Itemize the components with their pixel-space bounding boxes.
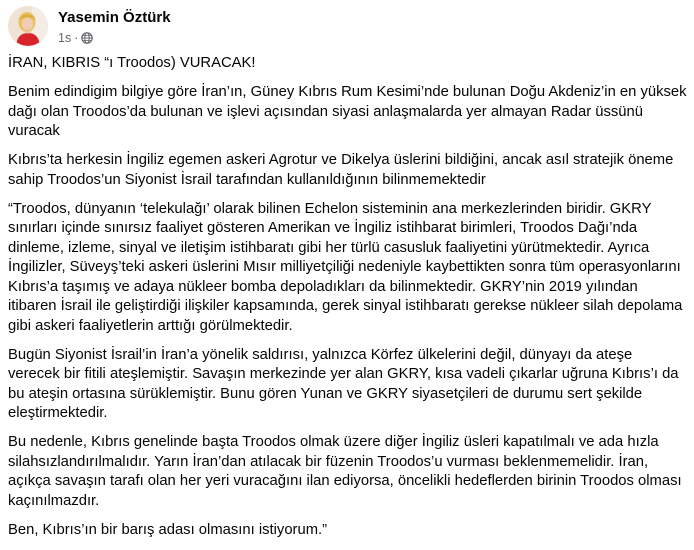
post-paragraph: Kıbrıs’ta herkesin İngiliz egemen askeri Agrotur ve Dikelya üslerini bildiğini, ancak asıl stratejik öneme sahip Troodos’un Siyonist İsrail tarafından kullanıldığının bilinmemektedir bbox=[8, 152, 674, 188]
post-paragraph: Benim edindigim bilgiye göre İran’ın, Güney Kıbrıs Rum Kesimi’nde bulunan Doğu Akdeniz’in en yüksek dağı olan Troodos’da bulunan ve işlevi açısından siyasi anlaşmalarda yer almayan Radar üssünü vuracak bbox=[8, 84, 687, 139]
post-body bbox=[8, 54, 688, 550]
post-paragraph: Bugün Siyonist İsrail’in İran’a yönelik saldırısı, yalnızca Körfez ülkelerini değil, dünyayı da ateşe verecek bir fitili ateşlemiştir. Savaşın merkezinde yer alan GKRY, kısa vadeli çıkarlar uğruna Kıbrıs’ı da bu ateşin ortasına sürüklemiştir. Bunu gören Yunan ve GKRY siyasetçileri de durumu sert şekilde eleştirmektedir. bbox=[8, 346, 679, 421]
avatar[interactable] bbox=[8, 6, 48, 46]
author-name[interactable]: Yasemin Öztürk bbox=[58, 9, 171, 26]
separator-dot: · bbox=[74, 31, 79, 45]
post-paragraph: Bu nedenle, Kıbrıs genelinde başta Troodos olmak üzere diğer İngiliz üsleri kapatılmalı ve ada hızla silahsızlandırılmalıdır. Yarın İran’dan atılacak bir füzenin Troodos’u vurması beklenmemelidir. İran, açıkça savaşın tarafı olan her yeri vuracağını ilan ediyorsa, öncelikli hedeflerden birinin Troodos olması kaçınılmazdır. bbox=[8, 434, 682, 509]
post-paragraph: Ben, Kıbrıs’ın bir barış adası olmasını istiyorum.” bbox=[8, 521, 328, 538]
avatar-portrait-icon bbox=[8, 6, 48, 46]
post-meta bbox=[58, 8, 171, 46]
post-subline bbox=[58, 30, 171, 46]
globe-icon[interactable] bbox=[81, 32, 93, 44]
post-paragraph: “Troodos, dünyanın ‘telekulağı’ olarak bilinen Echelon sisteminin ana merkezlerinden biridir. GKRY sınırları içinde sınırsız faaliyet gösteren Amerikan ve İngiliz istihbarat birimleri, Troodos Dağı’nda dinleme, izleme, sinyal ve iletişim istihbaratı gibi her türlü casusluk faaliyetini yürütmektedir. Ayrıca İngilizler, Süveyş’teki askeri üslerini Mısır milliyetçiliği nedeniyle kaybettikten sonra tüm operasyonlarını Kıbrıs’a taşımış ve adaya nükleer bomba depoladıkları da bilinmektedir. GKRY’nin 2019 yılından itibaren İsrail ile geliştirdiği ilişkiler kapsamında, gerek sinyal istihbaratı gerekse nükleer silah depolama gibi askeri faaliyetlerin arttığı görülmektedir. bbox=[8, 200, 683, 334]
post-timestamp[interactable]: 1s bbox=[58, 31, 72, 45]
post-headline: İRAN, KIBRIS “ı Troodos) VURACAK! bbox=[8, 55, 256, 71]
post-header bbox=[8, 6, 171, 50]
